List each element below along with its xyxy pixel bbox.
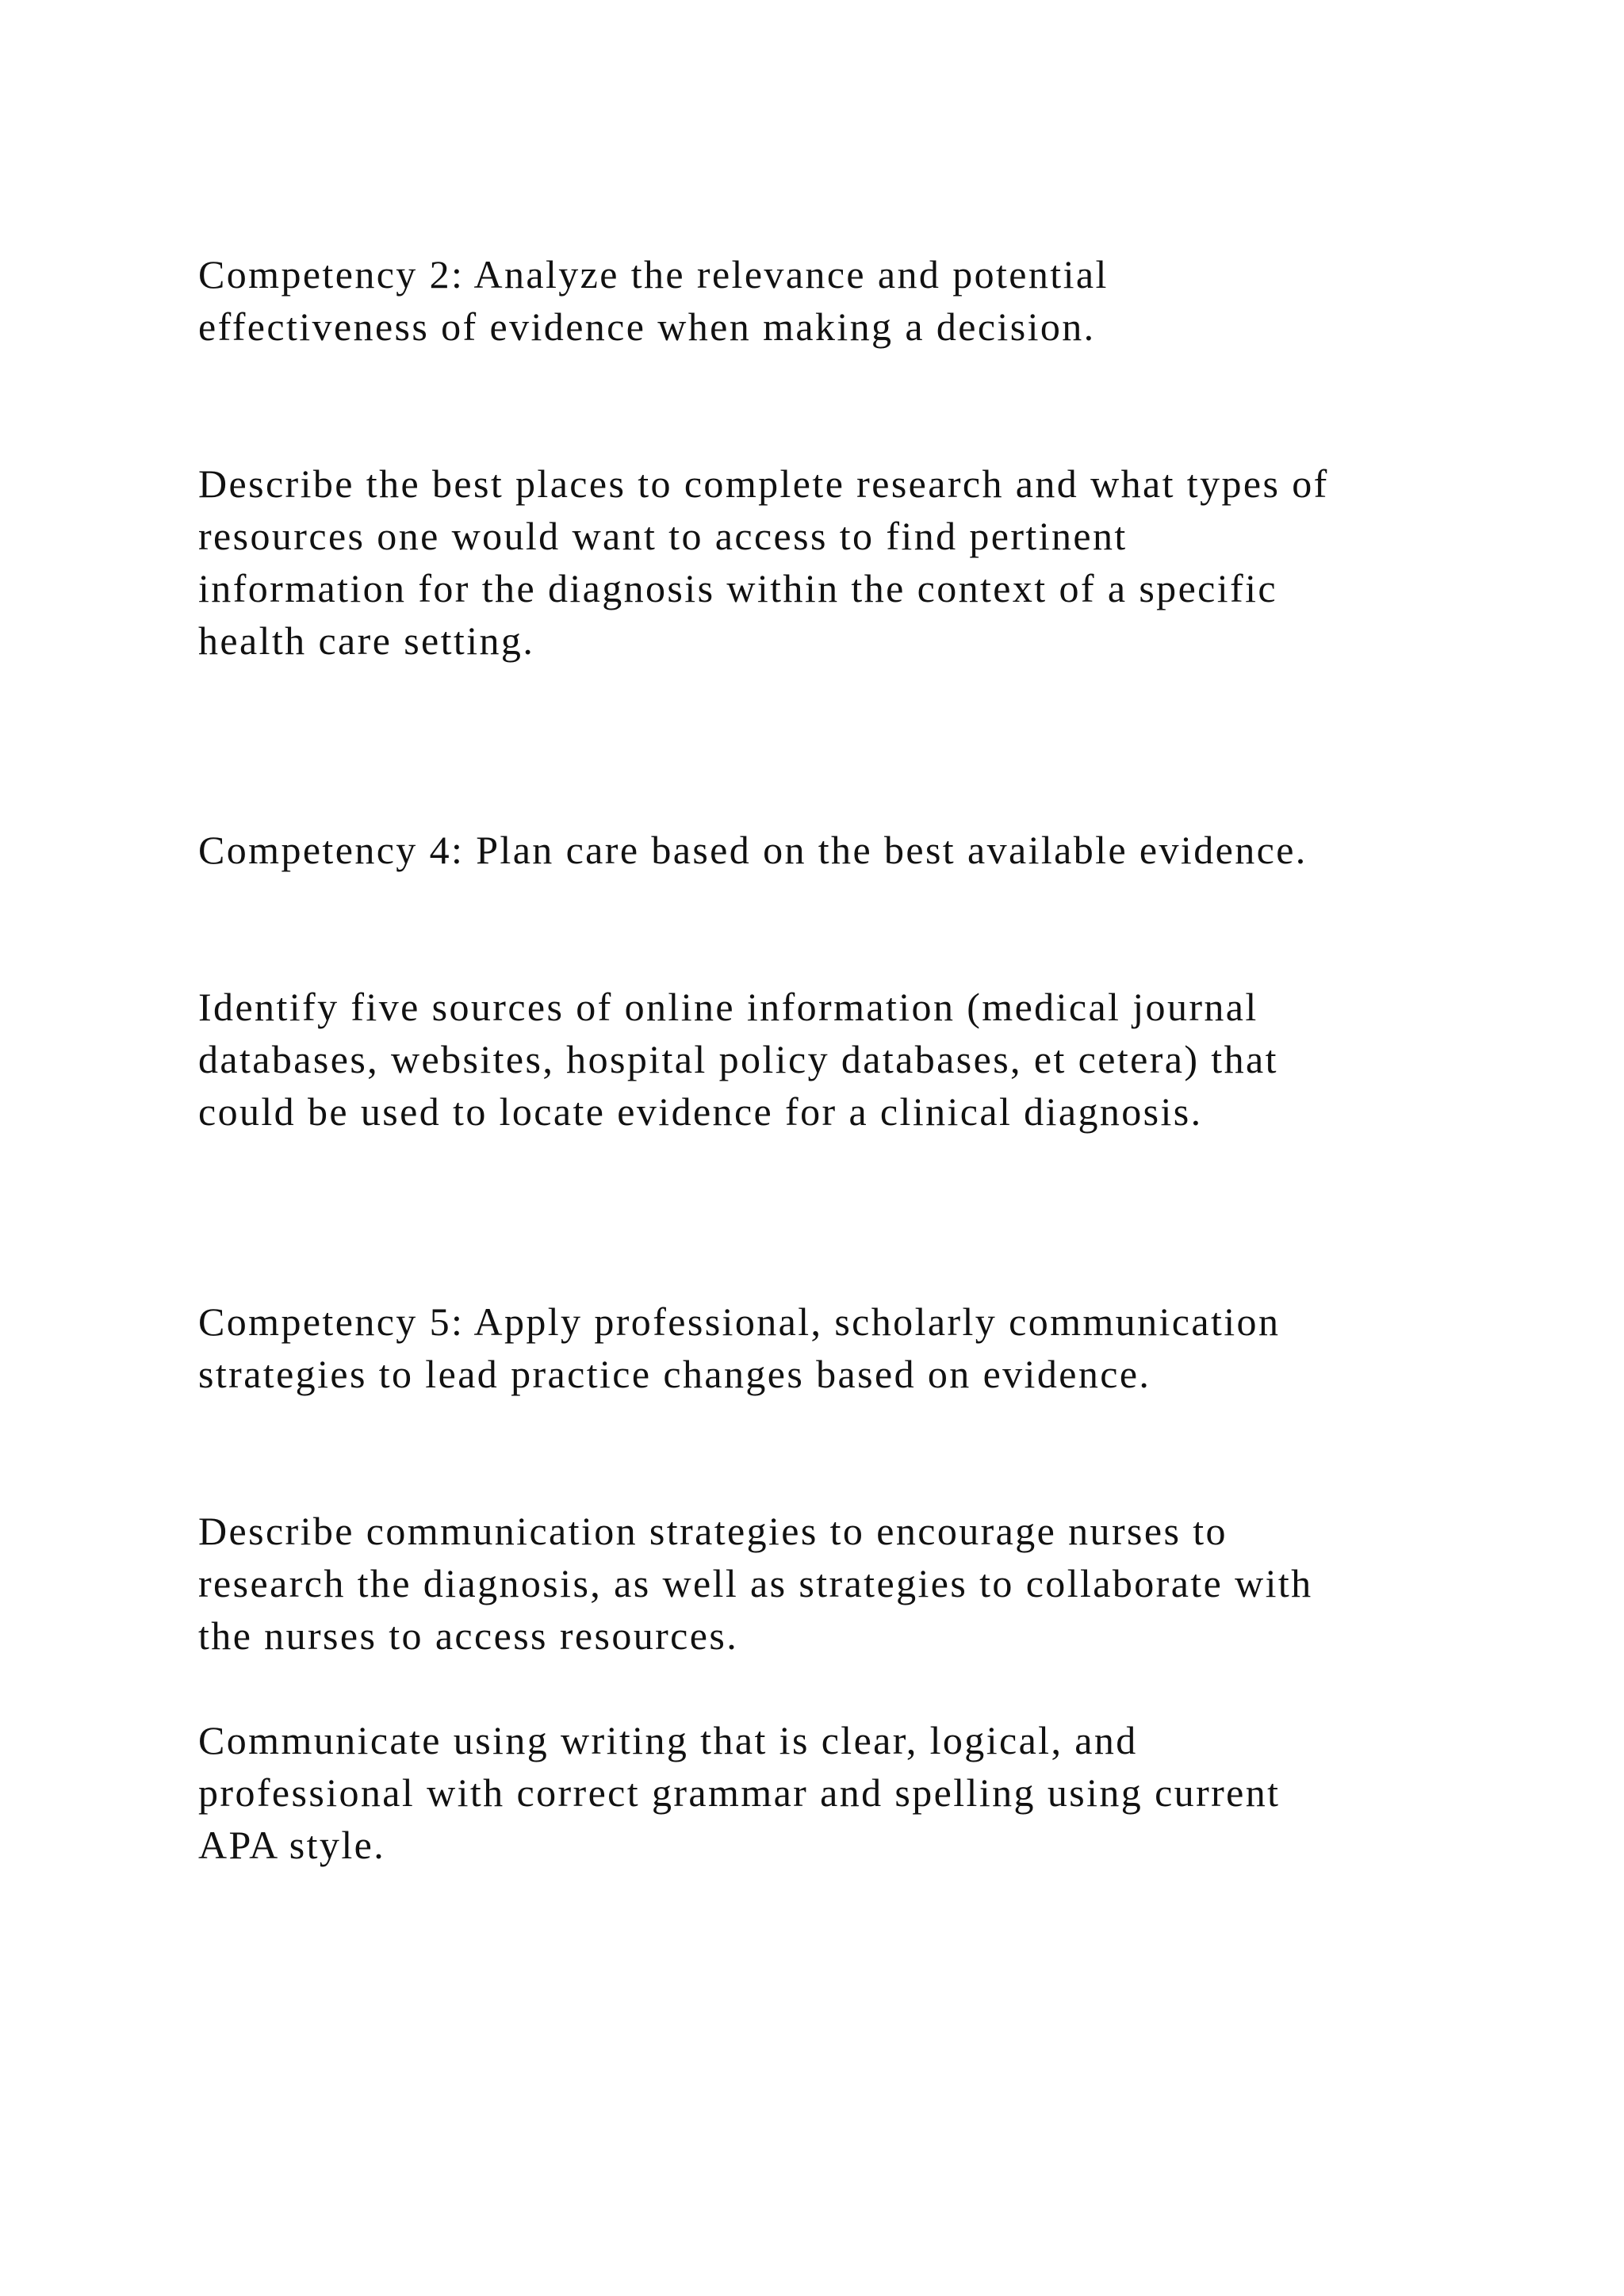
text-line: health care setting. [198, 618, 535, 663]
text-line: information for the diagnosis within the context of a specific [198, 566, 1277, 610]
text-line: Competency 4: Plan care based on the best available evidence. [198, 828, 1308, 872]
text-line: APA style. [198, 1823, 386, 1867]
text-line: Competency 5: Apply professional, scholarly communication [198, 1299, 1281, 1344]
text-line: effectiveness of evidence when making a decision. [198, 304, 1096, 349]
competency-4-heading [198, 824, 1515, 876]
text-line: resources one would want to access to find pertinent [198, 514, 1128, 558]
text-line: Competency 2: Analyze the relevance and potential [198, 252, 1109, 297]
competency-5-criterion [198, 1505, 1515, 1662]
communication-criterion [198, 1714, 1515, 1871]
competency-4-criterion [198, 981, 1515, 1138]
text-line: the nurses to access resources. [198, 1613, 739, 1658]
text-line: strategies to lead practice changes based on evidence. [198, 1352, 1151, 1396]
text-line: could be used to locate evidence for a clinical diagnosis. [198, 1089, 1203, 1134]
text-line: research the diagnosis, as well as strategies to collaborate with [198, 1561, 1313, 1605]
text-line: professional with correct grammar and spelling using current [198, 1770, 1281, 1815]
text-line: Describe communication strategies to encourage nurses to [198, 1509, 1228, 1553]
competency-5-heading [198, 1295, 1515, 1400]
text-line: Identify five sources of online information (medical journal [198, 985, 1258, 1029]
competency-2-criterion [198, 457, 1515, 667]
text-line: Describe the best places to complete research and what types of [198, 461, 1329, 506]
text-line: Communicate using writing that is clear, logical, and [198, 1718, 1138, 1762]
competency-2-heading [198, 248, 1515, 353]
text-line: databases, websites, hospital policy databases, et cetera) that [198, 1037, 1278, 1081]
